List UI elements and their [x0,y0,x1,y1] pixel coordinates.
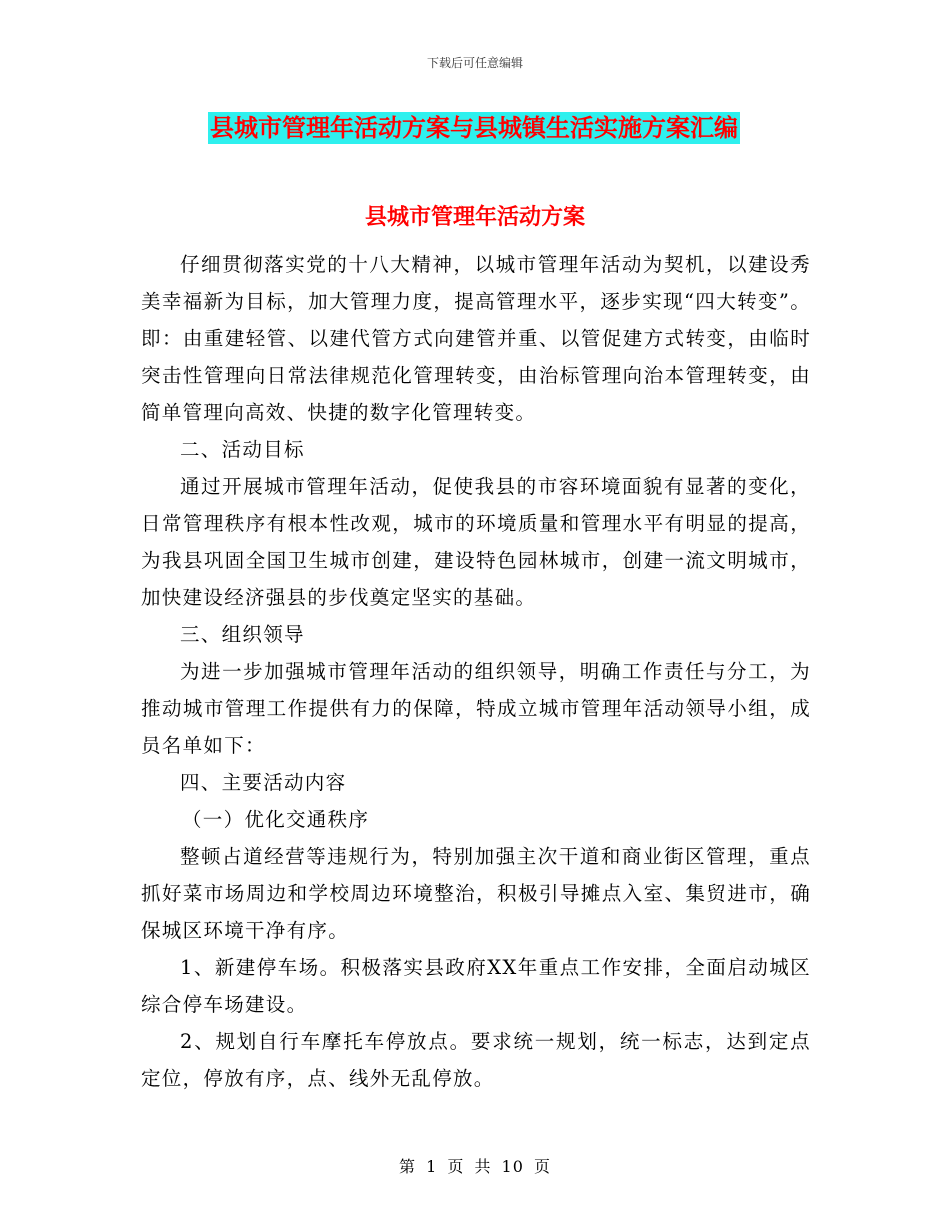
document-title: 县城市管理年活动方案与县城镇生活实施方案汇编 [210,114,738,142]
heading-main-activities: 四、主要活动内容 [180,771,347,794]
paragraph-organization: 为进一步加强城市管理年活动的组织领导，明确工作责任与分工，为推动城市管理工作提供有力的保障，特成立城市管理年活动领导小组，成员名单如下： [141,660,811,757]
subheading-traffic-order: （一）优化交通秩序 [182,808,370,831]
paragraph-bike-parking: 2、规划自行车摩托车停放点。要求统一规划，统一标志，达到定点定位，停放有序，点、线外无乱停放。 [141,1030,811,1090]
heading-activity-goal: 二、活动目标 [180,438,305,461]
paragraph-parking-lot: 1、新建停车场。积极落实县政府XX年重点工作安排，全面启动城区综合停车场建设。 [141,956,811,1016]
paragraph-activity-goal: 通过开展城市管理年活动，促使我县的市容环境面貌有显著的变化，日常管理秩序有根本性改观，城市的环境质量和管理水平有明显的提高，为我县巩固全国卫生城市创建，建设特色园林城市，创建一流文明城市，加快建设经济强县的步伐奠定坚实的基础。 [141,475,811,609]
heading-organization: 三、组织领导 [180,623,305,646]
header-note: 下载后可任意编辑 [426,56,523,70]
paragraph-intro: 仔细贯彻落实党的十八大精神，以城市管理年活动为契机，以建设秀美幸福新为目标，加大管理力度，提高管理水平，逐步实现“四大转变”。即：由重建轻管、以建代管方式向建管并重、以管促建方式转变，由临时突击性管理向日常法律规范化管理转变，由治标管理向治本管理转变，由简单管理向高效、快捷的数字化管理转变。 [141,253,811,424]
paragraph-traffic-order: 整顿占道经营等违规行为，特别加强主次干道和商业街区管理，重点抓好菜市场周边和学校周边环境整治，积极引导摊点入室、集贸进市，确保城区环境干净有序。 [141,845,811,942]
section-title: 县城市管理年活动方案 [364,205,585,230]
document-body [141,246,811,1097]
page-footer: 第 1 页 共 10 页 [399,1157,551,1176]
